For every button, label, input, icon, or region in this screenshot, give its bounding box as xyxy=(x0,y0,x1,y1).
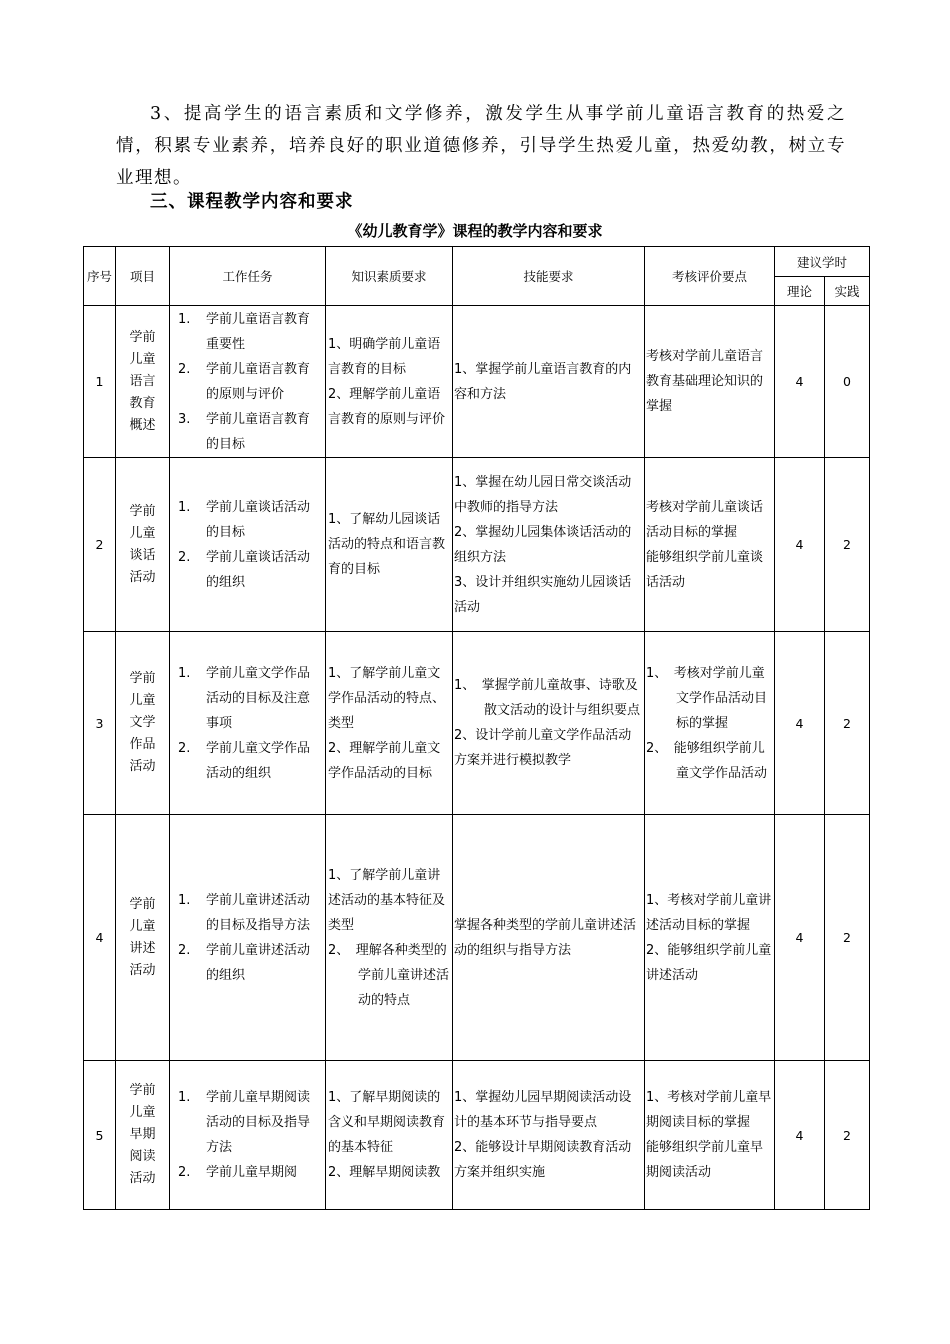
project-line: 学前 xyxy=(129,896,156,912)
row-knowledge xyxy=(326,815,453,1061)
skill-item: 2、能够设计早期阅读教育活动方案并组织实施 xyxy=(454,1140,632,1180)
row-skills xyxy=(453,458,645,632)
evaluation-item: 2、 能够组织学前儿童文学作品活动 xyxy=(646,740,768,781)
task-text: 学前儿童谈话活动的组织 xyxy=(206,549,311,590)
project-line: 文学 xyxy=(129,715,156,730)
task-list xyxy=(170,1085,325,1185)
project-line: 早期 xyxy=(129,1127,156,1142)
task-item xyxy=(170,938,325,988)
row-skills xyxy=(453,1061,645,1210)
evaluation-item: 考核对学前儿童语言教育基础理论知识的掌握 xyxy=(646,349,764,414)
intro-paragraph: 3、提高学生的语言素质和文学修养，激发学生从事学前儿童语言教育的热爱之情，积累专业素养，培养良好的职业道德修养，引导学生热爱儿童，热爱幼教，树立专业理想。 xyxy=(116,104,846,188)
project-line: 概述 xyxy=(129,417,156,433)
task-text: 学前儿童语言教育的目标 xyxy=(206,411,311,452)
evaluation-item: 能够组织学前儿童谈话活动 xyxy=(646,549,764,590)
task-number: 2. xyxy=(178,549,191,565)
header-evaluation: 考核评价要点 xyxy=(645,247,775,306)
table-row xyxy=(84,815,870,1061)
task-item xyxy=(170,888,325,938)
task-text: 学前儿童讲述活动的组织 xyxy=(206,942,311,983)
skill-item: 1、掌握在幼儿园日常交谈活动中教师的指导方法 xyxy=(454,474,632,515)
knowledge-item: 1、了解学前儿童讲述活动的基本特征及类型 xyxy=(328,867,446,933)
project-line: 儿童 xyxy=(129,351,156,367)
row-seq: 5 xyxy=(84,1061,116,1210)
header-theory: 理论 xyxy=(775,277,825,306)
evaluation-item: 2、能够组织学前儿童讲述活动 xyxy=(646,942,772,983)
task-number: 2. xyxy=(178,1165,191,1180)
task-list xyxy=(170,888,325,988)
skill-item: 2、设计学前儿童文学作品活动方案并进行模拟教学 xyxy=(454,728,632,768)
project-line: 儿童 xyxy=(129,525,156,541)
knowledge-item: 1、了解早期阅读的含义和早期阅读教育的基本特征 xyxy=(328,1090,446,1155)
task-item xyxy=(170,407,325,457)
project-line: 作品 xyxy=(129,737,156,752)
table-row xyxy=(84,632,870,815)
row-evaluation xyxy=(645,458,775,632)
task-number: 2. xyxy=(178,361,191,377)
project-line: 活动 xyxy=(129,962,156,978)
knowledge-item: 1、了解幼儿园谈话活动的特点和语言教育的目标 xyxy=(328,512,446,577)
row-theory-hours: 4 xyxy=(775,306,825,458)
row-project xyxy=(116,632,170,815)
skill-item: 1、掌握学前儿童语言教育的内容和方法 xyxy=(454,361,632,402)
skill-item: 掌握各种类型的学前儿童讲述活动的组织与指导方法 xyxy=(454,917,637,958)
task-text: 学前儿童语言教育重要性 xyxy=(206,311,311,352)
task-item xyxy=(170,357,325,407)
project-line: 学前 xyxy=(129,503,156,519)
knowledge-item: 1、明确学前儿童语言教育的目标 xyxy=(328,336,441,377)
row-evaluation xyxy=(645,1061,775,1210)
task-text: 学前儿童早期阅读活动的目标及指导方法 xyxy=(206,1090,311,1155)
task-text: 学前儿童谈话活动的目标 xyxy=(206,499,311,540)
knowledge-item: 2、理解学前儿童语言教育的原则与评价 xyxy=(328,386,446,427)
table-caption: 《幼儿教育学》课程的教学内容和要求 xyxy=(347,222,603,240)
project-line: 儿童 xyxy=(129,693,156,708)
row-theory-hours: 4 xyxy=(775,632,825,815)
row-skills xyxy=(453,306,645,458)
task-text: 学前儿童早期阅 xyxy=(206,1165,298,1180)
row-project xyxy=(116,306,170,458)
project-line: 学前 xyxy=(129,329,156,345)
task-number: 1. xyxy=(178,1090,191,1105)
row-tasks xyxy=(170,306,326,458)
evaluation-item: 考核对学前儿童谈话活动目标的掌握 xyxy=(646,499,764,540)
row-seq: 2 xyxy=(84,458,116,632)
task-item xyxy=(170,307,325,357)
project-line: 阅读 xyxy=(129,1149,156,1164)
row-project xyxy=(116,1061,170,1210)
project-line: 儿童 xyxy=(129,918,156,934)
evaluation-item: 能够组织学前儿童早期阅读活动 xyxy=(646,1140,764,1180)
project-line: 讲述 xyxy=(129,940,156,956)
row-knowledge xyxy=(326,1061,453,1210)
knowledge-item: 2、理解学前儿童文学作品活动的目标 xyxy=(328,740,441,781)
knowledge-item: 1、了解学前儿童文学作品活动的特点、类型 xyxy=(328,665,446,731)
header-project: 项目 xyxy=(116,247,170,306)
row-theory-hours: 4 xyxy=(775,815,825,1061)
task-text: 学前儿童文学作品活动的组织 xyxy=(206,740,311,781)
row-practice-hours: 2 xyxy=(825,1061,870,1210)
task-number: 1. xyxy=(178,499,191,515)
task-number: 3. xyxy=(178,411,191,427)
task-text: 学前儿童语言教育的原则与评价 xyxy=(206,361,311,402)
table-row xyxy=(84,1061,870,1210)
row-knowledge xyxy=(326,458,453,632)
header-knowledge: 知识素质要求 xyxy=(326,247,453,306)
evaluation-item: 1、考核对学前儿童讲述活动目标的掌握 xyxy=(646,892,772,933)
project-line: 学前 xyxy=(129,671,156,686)
task-number: 1. xyxy=(178,892,191,908)
header-task: 工作任务 xyxy=(170,247,326,306)
task-number: 2. xyxy=(178,942,191,958)
project-line: 学前 xyxy=(129,1083,156,1098)
evaluation-item: 1、 考核对学前儿童文学作品活动目标的掌握 xyxy=(646,665,768,731)
task-text: 学前儿童文学作品活动的目标及注意事项 xyxy=(206,665,311,731)
knowledge-item: 2、理解早期阅读教 xyxy=(328,1165,441,1180)
row-theory-hours: 4 xyxy=(775,1061,825,1210)
row-evaluation xyxy=(645,632,775,815)
knowledge-item: 2、 理解各种类型的学前儿童讲述活动的特点 xyxy=(328,942,450,1008)
header-skill: 技能要求 xyxy=(453,247,645,306)
task-item xyxy=(170,495,325,545)
row-evaluation xyxy=(645,306,775,458)
header-seq: 序号 xyxy=(84,247,116,306)
skill-item: 3、设计并组织实施幼儿园谈话活动 xyxy=(454,574,632,615)
task-item xyxy=(170,545,325,595)
row-practice-hours: 2 xyxy=(825,632,870,815)
task-list xyxy=(170,495,325,595)
task-text: 学前儿童讲述活动的目标及指导方法 xyxy=(206,892,311,933)
skill-item: 2、掌握幼儿园集体谈话活动的组织方法 xyxy=(454,524,632,565)
task-list xyxy=(170,307,325,457)
skill-item: 1、 掌握学前儿童故事、诗歌及散文活动的设计与组织要点 xyxy=(454,678,641,718)
skill-item: 1、掌握幼儿园早期阅读活动设计的基本环节与指导要点 xyxy=(454,1090,632,1130)
row-project xyxy=(116,458,170,632)
project-line: 教育 xyxy=(129,395,156,411)
evaluation-item: 1、考核对学前儿童早期阅读目标的掌握 xyxy=(646,1090,772,1130)
task-list xyxy=(170,661,325,786)
task-item xyxy=(170,661,325,736)
header-practice: 实践 xyxy=(825,277,870,306)
header-hours: 建议学时 xyxy=(775,247,870,277)
row-evaluation xyxy=(645,815,775,1061)
project-line: 活动 xyxy=(129,759,156,774)
task-number: 1. xyxy=(178,311,191,327)
row-practice-hours: 2 xyxy=(825,458,870,632)
section-heading: 三、课程教学内容和要求 xyxy=(150,192,354,212)
project-line: 活动 xyxy=(129,569,156,585)
table-row xyxy=(84,458,870,632)
row-tasks xyxy=(170,1061,326,1210)
task-number: 1. xyxy=(178,665,191,681)
row-knowledge xyxy=(326,306,453,458)
task-item xyxy=(170,736,325,786)
row-knowledge xyxy=(326,632,453,815)
row-theory-hours: 4 xyxy=(775,458,825,632)
project-line: 语言 xyxy=(129,373,156,389)
task-number: 2. xyxy=(178,740,191,756)
row-seq: 4 xyxy=(84,815,116,1061)
row-seq: 3 xyxy=(84,632,116,815)
row-tasks xyxy=(170,632,326,815)
task-item xyxy=(170,1160,325,1185)
project-line: 儿童 xyxy=(129,1105,156,1120)
project-line: 谈话 xyxy=(129,547,156,563)
project-line: 活动 xyxy=(129,1171,156,1186)
row-skills xyxy=(453,815,645,1061)
row-practice-hours: 0 xyxy=(825,306,870,458)
table-row xyxy=(84,306,870,458)
row-tasks xyxy=(170,458,326,632)
row-project xyxy=(116,815,170,1061)
row-seq: 1 xyxy=(84,306,116,458)
task-item xyxy=(170,1085,325,1160)
row-tasks xyxy=(170,815,326,1061)
row-practice-hours: 2 xyxy=(825,815,870,1061)
course-content-table xyxy=(83,246,870,1210)
row-skills xyxy=(453,632,645,815)
